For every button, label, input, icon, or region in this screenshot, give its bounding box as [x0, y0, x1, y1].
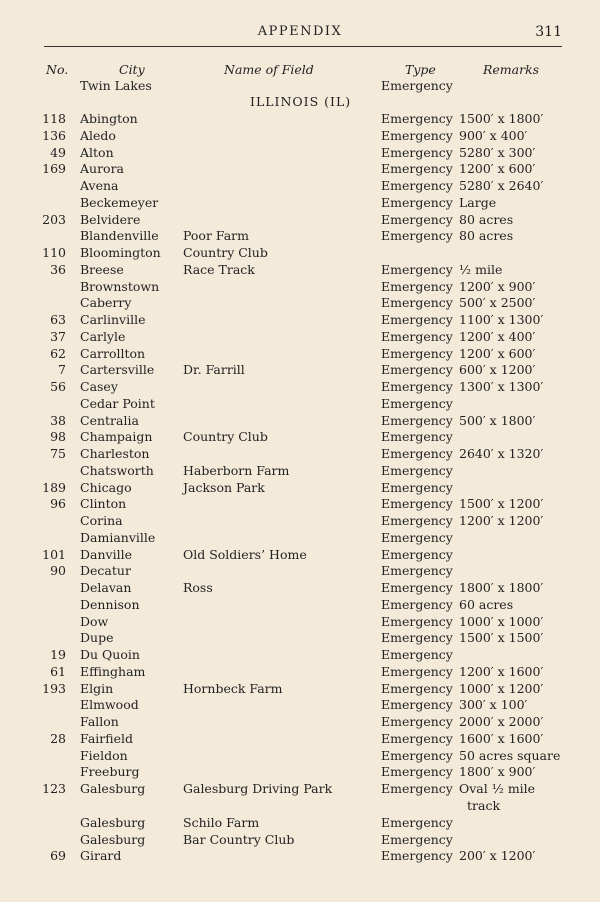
table-row	[0, 228, 600, 245]
table-row	[0, 178, 600, 195]
field-name: Bar Country Club	[183, 831, 295, 847]
field-type: Emergency	[381, 127, 453, 143]
row-number: 19	[50, 647, 66, 662]
row-number: 69	[50, 848, 66, 864]
field-type: Emergency	[381, 613, 453, 629]
city-name: Twin Lakes	[80, 78, 152, 93]
field-name: Haberborn Farm	[183, 462, 290, 478]
field-remarks: 1800′ x 1800′	[459, 580, 544, 595]
city-name: Chatsworth	[80, 462, 154, 478]
row-number: 36	[50, 261, 66, 277]
field-remarks: Large	[459, 194, 497, 210]
table-row	[0, 731, 600, 748]
city-name: Champaign	[80, 429, 153, 445]
table-row	[0, 245, 600, 262]
field-type: Emergency	[381, 529, 453, 545]
table-row	[0, 78, 600, 95]
field-name: Poor Farm	[183, 228, 250, 244]
table-row	[0, 262, 600, 279]
section-title: ILLINOIS (IL)	[250, 94, 352, 109]
field-type: Emergency	[381, 479, 453, 495]
field-type: Emergency	[381, 429, 453, 445]
table-row	[0, 346, 600, 363]
table-row	[0, 480, 600, 497]
field-remarks: 1200′ x 900′	[459, 278, 536, 294]
city-name: Dennison	[80, 596, 140, 612]
table-row	[0, 530, 600, 547]
city-name: Danville	[80, 546, 132, 562]
row-number: 28	[50, 730, 66, 746]
row-number: 123	[42, 781, 66, 796]
field-remarks: 1000′ x 1200′	[459, 680, 544, 696]
field-type: Emergency	[381, 848, 453, 864]
row-number: 37	[50, 328, 66, 344]
field-name: Hornbeck Farm	[183, 680, 283, 696]
field-remarks: 600′ x 1200′	[459, 362, 536, 378]
city-name: Freeburg	[80, 764, 140, 780]
table-row	[0, 145, 600, 162]
field-remarks: 1300′ x 1300′	[459, 379, 544, 394]
table-row	[0, 212, 600, 229]
table-row	[0, 781, 600, 798]
field-remarks: 1200′ x 1200′	[459, 513, 544, 528]
row-number: 62	[50, 345, 66, 361]
field-name: Jackson Park	[183, 479, 265, 495]
table-row	[0, 362, 600, 379]
field-remarks: 1600′ x 1600′	[459, 730, 544, 746]
field-name: Galesburg Driving Park	[183, 781, 333, 796]
table-row	[0, 848, 600, 865]
city-name: Beckemeyer	[80, 194, 159, 210]
column-header-no: No.	[46, 62, 69, 77]
field-type: Emergency	[381, 730, 453, 746]
table-row	[0, 697, 600, 714]
field-type: Emergency	[381, 596, 453, 612]
field-remarks: 80 acres	[459, 228, 514, 244]
table-row	[0, 446, 600, 463]
city-name: Caberry	[80, 295, 132, 311]
city-name: Cartersville	[80, 362, 155, 378]
city-name: Galesburg	[80, 781, 146, 796]
field-type: Emergency	[381, 781, 453, 796]
city-name: Aurora	[80, 161, 125, 177]
field-type: Emergency	[381, 764, 453, 780]
column-header-type: Type	[405, 62, 436, 77]
field-type: Emergency	[381, 379, 453, 394]
field-type: Emergency	[381, 513, 453, 528]
field-remarks: 500′ x 1800′	[459, 412, 536, 428]
row-number: 90	[50, 563, 66, 579]
city-name: Fairfield	[80, 730, 133, 746]
field-remarks: 1500′ x 1800′	[459, 111, 544, 126]
city-name: Cedar Point	[80, 395, 155, 411]
row-number: 98	[50, 429, 66, 445]
field-type: Emergency	[381, 228, 453, 244]
city-name: Galesburg	[80, 831, 146, 847]
field-remarks: 1500′ x 1500′	[459, 630, 544, 646]
city-name: Fieldon	[80, 747, 128, 763]
table-row	[0, 295, 600, 312]
city-name: Blandenville	[80, 228, 159, 244]
field-type: Emergency	[381, 211, 453, 227]
city-name: Carlyle	[80, 328, 126, 344]
city-name: Girard	[80, 848, 122, 864]
city-name: Chicago	[80, 479, 132, 495]
row-number: 96	[50, 496, 66, 512]
table-row	[0, 563, 600, 580]
table-row	[0, 815, 600, 832]
field-remarks: 2640′ x 1320′	[459, 446, 544, 461]
field-type: Emergency	[381, 563, 453, 579]
field-remarks: 1000′ x 1000′	[459, 613, 544, 629]
column-header-field: Name of Field	[224, 62, 314, 77]
field-remarks: 1200′ x 400′	[459, 328, 536, 344]
city-name: Delavan	[80, 580, 132, 595]
field-name: Old Soldiers’ Home	[183, 546, 307, 562]
city-name: Effingham	[80, 663, 146, 679]
field-type: Emergency	[381, 647, 453, 662]
table-row	[0, 396, 600, 413]
field-type: Emergency	[381, 680, 453, 696]
row-number: 56	[50, 379, 66, 394]
row-number: 63	[50, 312, 66, 327]
field-name: Race Track	[183, 261, 255, 277]
field-type: Emergency	[381, 178, 453, 193]
table-row	[0, 547, 600, 564]
city-name: Aledo	[80, 127, 116, 143]
table-row	[0, 630, 600, 647]
running-head-title: APPENDIX	[257, 24, 343, 39]
table-row	[0, 128, 600, 145]
city-name: Brownstown	[80, 278, 160, 294]
field-remarks: 900′ x 400′	[459, 127, 528, 143]
table-row	[0, 329, 600, 346]
city-name: Breese	[80, 261, 124, 277]
city-name: Charleston	[80, 446, 150, 461]
table-row	[0, 429, 600, 446]
field-remarks: 1500′ x 1200′	[459, 496, 544, 512]
field-remarks: 200′ x 1200′	[459, 848, 536, 864]
row-number: 118	[42, 111, 66, 126]
row-number: 110	[42, 245, 66, 260]
table-row	[0, 496, 600, 513]
field-type: Emergency	[381, 714, 453, 729]
field-name: Schilo Farm	[183, 814, 260, 830]
table-row	[0, 748, 600, 765]
field-remarks: 1100′ x 1300′	[459, 312, 544, 327]
table-row	[0, 513, 600, 530]
field-type: Emergency	[381, 328, 453, 344]
field-type: Emergency	[381, 194, 453, 210]
table-row	[0, 614, 600, 631]
city-name: Dow	[80, 613, 109, 629]
city-name: Bloomington	[80, 245, 161, 260]
field-remarks: 1200′ x 600′	[459, 345, 536, 361]
city-name: Du Quoin	[80, 647, 140, 662]
field-remarks: 2000′ x 2000′	[459, 714, 544, 729]
field-type: Emergency	[381, 362, 453, 378]
row-number: 61	[50, 663, 66, 679]
field-type: Emergency	[381, 580, 453, 595]
city-name: Decatur	[80, 563, 131, 579]
field-remarks: 500′ x 2500′	[459, 295, 536, 311]
row-number: 7	[58, 362, 66, 378]
column-header-city: City	[119, 62, 145, 77]
field-remarks: 300′ x 100′	[459, 697, 528, 713]
row-number: 203	[42, 211, 66, 227]
table-row	[0, 379, 600, 396]
row-number: 38	[50, 412, 66, 428]
city-name: Carrollton	[80, 345, 146, 361]
field-type: Emergency	[381, 831, 453, 847]
city-name: Abington	[80, 111, 138, 126]
table-row	[0, 279, 600, 296]
city-name: Clinton	[80, 496, 127, 512]
field-type: Emergency	[381, 814, 453, 830]
row-number: 136	[42, 127, 66, 143]
table-row	[0, 832, 600, 849]
field-type: Emergency	[381, 412, 453, 428]
row-number: 101	[42, 546, 66, 562]
row-number: 169	[42, 161, 66, 177]
field-name: Country Club	[183, 245, 268, 260]
header-rule	[44, 46, 562, 47]
city-name: Galesburg	[80, 814, 146, 830]
table-row	[0, 195, 600, 212]
field-name: Dr. Farrill	[183, 362, 245, 378]
field-type: Emergency	[381, 312, 453, 327]
field-type: Emergency	[381, 261, 453, 277]
field-remarks: Oval ½ mile	[459, 781, 536, 796]
city-name: Dupe	[80, 630, 114, 646]
field-remarks: 50 acres square	[459, 747, 561, 763]
city-name: Centralia	[80, 412, 139, 428]
field-name: Country Club	[183, 429, 268, 445]
field-type: Emergency	[381, 278, 453, 294]
column-header-remarks: Remarks	[483, 62, 540, 77]
table-row	[0, 764, 600, 781]
city-name: Fallon	[80, 714, 119, 729]
field-name: Ross	[183, 580, 213, 595]
field-remarks: ½ mile	[459, 261, 503, 277]
city-name: Avena	[80, 178, 119, 193]
field-type: Emergency	[381, 630, 453, 646]
field-type: Emergency	[381, 446, 453, 461]
table-row	[0, 664, 600, 681]
field-remarks: 1200′ x 600′	[459, 161, 536, 177]
table-row	[0, 161, 600, 178]
table-row	[0, 312, 600, 329]
row-number: 193	[42, 680, 66, 696]
city-name: Corina	[80, 513, 123, 528]
table-row	[0, 580, 600, 597]
city-name: Carlinville	[80, 312, 146, 327]
city-name: Damianville	[80, 529, 156, 545]
row-number: 49	[50, 144, 66, 160]
field-type: Emergency	[381, 496, 453, 512]
field-remarks: 5280′ x 300′	[459, 144, 536, 160]
field-remarks: 5280′ x 2640′	[459, 178, 544, 193]
field-type: Emergency	[381, 345, 453, 361]
table-row	[0, 111, 600, 128]
city-name: Alton	[80, 144, 114, 160]
field-remarks: 1800′ x 900′	[459, 764, 536, 780]
table-row	[0, 714, 600, 731]
remarks-continuation: track	[467, 798, 501, 813]
field-remarks: 80 acres	[459, 211, 514, 227]
field-type: Emergency	[381, 295, 453, 311]
table-row	[0, 413, 600, 430]
row-number: 189	[42, 479, 66, 495]
table-row	[0, 647, 600, 664]
page-number: 311	[535, 24, 562, 40]
city-name: Casey	[80, 379, 118, 394]
table-row	[0, 463, 600, 480]
city-name: Elgin	[80, 680, 114, 696]
field-type: Emergency	[381, 111, 453, 126]
field-type: Emergency	[381, 747, 453, 763]
field-type: Emergency	[381, 78, 453, 93]
field-remarks: 60 acres	[459, 596, 514, 612]
field-type: Emergency	[381, 697, 453, 713]
city-name: Belvidere	[80, 211, 141, 227]
field-type: Emergency	[381, 462, 453, 478]
table-row	[0, 681, 600, 698]
city-name: Elmwood	[80, 697, 139, 713]
running-head	[0, 24, 600, 42]
field-type: Emergency	[381, 144, 453, 160]
field-type: Emergency	[381, 663, 453, 679]
field-type: Emergency	[381, 546, 453, 562]
field-type: Emergency	[381, 395, 453, 411]
table-row	[0, 597, 600, 614]
field-type: Emergency	[381, 161, 453, 177]
field-remarks: 1200′ x 1600′	[459, 663, 544, 679]
row-number: 75	[50, 446, 66, 461]
